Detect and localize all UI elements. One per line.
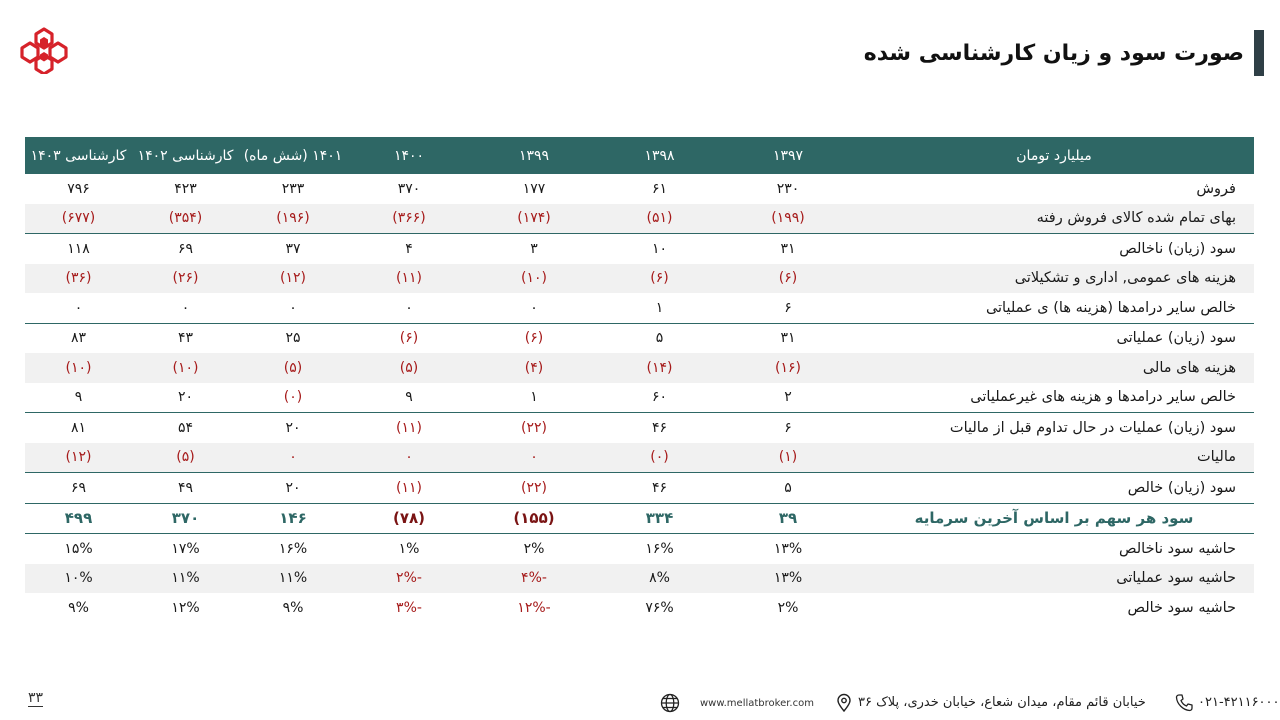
column-header: ۱۳۹۸ [597, 137, 722, 174]
table-row [25, 413, 1254, 443]
table-cell: (۲۶) [132, 264, 239, 294]
table-cell: ۱ [530, 389, 538, 406]
table-row [25, 353, 1254, 383]
table-cell: ۲ [784, 389, 792, 406]
table-cell: (۶) [347, 323, 471, 353]
table-cell: ۳۷ [239, 234, 347, 264]
row-label: سود (زیان) عملیاتی [854, 323, 1254, 353]
column-header: ۱۴۰۰ [347, 137, 471, 174]
table-cell: (۶۷۷) [25, 204, 132, 234]
table-cell: ۳۱ [722, 234, 854, 264]
row-label: سود (زیان) عملیات در حال تداوم قبل از مالیات [854, 413, 1254, 443]
table-cell: ۳ [471, 234, 597, 264]
table-cell: ۰ [239, 443, 347, 473]
table-cell: ۲۳۳ [281, 180, 305, 197]
table-cell: ۶۹ [132, 234, 239, 264]
table-cell: -۲% [347, 564, 471, 594]
table-cell: ۰ [530, 299, 538, 316]
table-cell: (۲۲) [471, 413, 597, 443]
column-header: کارشناسی ۱۴۰۳ [25, 137, 132, 174]
table-cell: ۳۷۰ [132, 503, 239, 534]
table-row [25, 383, 1254, 413]
row-label: فروش [1196, 180, 1236, 197]
table-cell: ۰ [181, 299, 190, 316]
website-link[interactable]: www.mellatbroker.com [700, 698, 814, 709]
table-cell: ۹ [74, 389, 83, 406]
table-cell: ۶۱ [651, 180, 668, 197]
table-cell: ۳۱ [722, 323, 854, 353]
table-cell: ۴۶ [597, 413, 722, 443]
table-row [25, 564, 1254, 594]
column-header: ۱۳۹۷ [722, 137, 854, 174]
table-cell: ۱% [347, 534, 471, 564]
address-text: خیابان قائم مقام، میدان شعاع، خیابان خدری، پلاک ۳۶ [858, 695, 1146, 710]
table-cell: ۱۷% [132, 534, 239, 564]
table-cell: ۰ [471, 443, 597, 473]
table-cell: -۴% [471, 564, 597, 594]
row-label: خالص سایر درامدها و هزینه های غیرعملیاتی [970, 389, 1236, 406]
table-row [25, 323, 1254, 353]
table-cell: (۳۶) [25, 264, 132, 294]
table-cell: (۵) [347, 353, 471, 383]
table-cell: ۳۳۴ [597, 503, 722, 534]
table-cell: -۳% [396, 599, 422, 616]
table-cell: ۷۶% [645, 599, 674, 616]
row-label: سود هر سهم بر اساس آخرین سرمایه [854, 503, 1254, 534]
table-cell: ۱۳% [722, 564, 854, 594]
table-cell: ۱۷۷ [522, 180, 546, 197]
table-cell: (۱۴) [597, 353, 722, 383]
table-cell: ۶۹ [25, 473, 132, 504]
row-label: خالص سایر درامدها (هزینه ها) ی عملیاتی [985, 299, 1236, 316]
table-cell: (۱۰) [25, 353, 132, 383]
table-cell: (۵) [132, 443, 239, 473]
row-label: سود (زیان) خالص [854, 473, 1254, 504]
table-cell: (۱۱) [347, 473, 471, 504]
table-cell: ۱ [655, 299, 664, 316]
table-row [25, 443, 1254, 473]
table-cell: (۱۰) [132, 353, 239, 383]
table-cell: ۴۹ [132, 473, 239, 504]
row-label: سود (زیان) ناخالص [854, 234, 1254, 264]
table-row [25, 174, 1254, 204]
table-cell: ۳۷۰ [397, 180, 421, 197]
table-cell: ۱۶% [239, 534, 347, 564]
table-cell: ۶ [722, 413, 854, 443]
table-cell: ۲۳۰ [776, 180, 800, 197]
row-label: بهای تمام شده کالای فروش رفته [854, 204, 1254, 234]
table-cell: ۳۹ [722, 503, 854, 534]
table-cell: ۵۴ [132, 413, 239, 443]
table-cell: -۱۲% [517, 599, 551, 616]
table-row [25, 264, 1254, 294]
income-statement-table [25, 137, 1254, 623]
column-header: ۱۳۹۹ [471, 137, 597, 174]
table-cell: (۱۲) [239, 264, 347, 294]
row-label: حاشیه سود ناخالص [854, 534, 1254, 564]
table-cell: ۱۲% [171, 599, 200, 616]
table-cell: ۱۱۸ [25, 234, 132, 264]
table-cell: (۱۵۵) [471, 503, 597, 534]
page-header [864, 30, 1264, 76]
table-cell: ۴ [347, 234, 471, 264]
table-cell: ۲% [777, 599, 799, 616]
table-cell: (۰) [597, 443, 722, 473]
table-cell: ۱۰ [597, 234, 722, 264]
table-cell: (۱۱) [347, 264, 471, 294]
table-cell: ۱۳% [722, 534, 854, 564]
table-row [25, 204, 1254, 234]
column-header: کارشناسی ۱۴۰۲ [132, 137, 239, 174]
table-cell: ۱۱% [239, 564, 347, 594]
table-cell: ۸% [597, 564, 722, 594]
table-cell: ۰ [74, 299, 83, 316]
table-row [25, 234, 1254, 264]
phone-number: ۰۲۱-۴۲۱۱۶۰۰۰ [1198, 695, 1280, 710]
table-row [25, 593, 1254, 623]
table-cell: ۵ [722, 473, 854, 504]
column-header: میلیارد تومان [854, 137, 1254, 174]
table-cell: ۱۵% [25, 534, 132, 564]
table-cell: ۹% [68, 599, 89, 616]
table-cell: ۶ [784, 299, 792, 316]
table-cell: (۶) [597, 264, 722, 294]
row-label: مالیات [854, 443, 1254, 473]
table-cell: (۳۵۴) [132, 204, 239, 234]
table-cell: (۱۹۶) [239, 204, 347, 234]
table-cell: (۱۱) [347, 413, 471, 443]
table-cell: ۴۶ [597, 473, 722, 504]
table-cell: (۱۹۹) [722, 204, 854, 234]
table-row [25, 534, 1254, 564]
table-cell: ۵ [597, 323, 722, 353]
page-title: صورت سود و زیان کارشناسی شده [863, 40, 1244, 66]
table-cell: ۷۹۶ [67, 180, 90, 197]
table-header-row [25, 137, 1254, 174]
table-cell: (۵) [239, 353, 347, 383]
footer [0, 688, 1280, 720]
table-cell: ۰ [347, 443, 471, 473]
row-label: هزینه های مالی [854, 353, 1254, 383]
page-number: ۳۳ [28, 690, 44, 706]
table-cell: ۰ [289, 299, 297, 316]
table-cell: ۲۰ [177, 389, 194, 406]
table-cell: ۱۴۶ [239, 503, 347, 534]
table-cell: (۳۶۶) [347, 204, 471, 234]
row-label: هزینه های عمومی, اداری و تشکیلاتی [854, 264, 1254, 294]
table-row [25, 293, 1254, 323]
row-label: حاشیه سود عملیاتی [854, 564, 1254, 594]
table-cell: ۲۰ [239, 413, 347, 443]
table-cell: (۵۱) [597, 204, 722, 234]
location-pin-icon [834, 693, 854, 713]
table-cell: ۸۳ [25, 323, 132, 353]
table-row-eps [25, 503, 1254, 534]
table-cell: (۱) [722, 443, 854, 473]
globe-icon [660, 693, 680, 713]
table-cell: ۸۱ [25, 413, 132, 443]
table-cell: ۴۹۹ [25, 503, 132, 534]
table-cell: ۱۰% [25, 564, 132, 594]
table-cell: ۰ [405, 299, 413, 316]
table-cell: (۷۸) [347, 503, 471, 534]
table-cell: ۱۶% [597, 534, 722, 564]
table-row [25, 473, 1254, 504]
broker-logo[interactable] [20, 26, 68, 74]
table-cell: (۲۲) [471, 473, 597, 504]
column-header: ۱۴۰۱ (شش ماه) [239, 137, 347, 174]
table-cell: (۶) [722, 264, 854, 294]
table-cell: ۴۲۳ [174, 180, 197, 197]
table-cell: ۴۳ [132, 323, 239, 353]
table-cell: (۰) [283, 389, 303, 406]
table-cell: ۲۰ [239, 473, 347, 504]
table-cell: (۴) [471, 353, 597, 383]
table-cell: (۱۶) [722, 353, 854, 383]
table-cell: (۱۲) [25, 443, 132, 473]
table-cell: (۱۰) [471, 264, 597, 294]
row-label: حاشیه سود خالص [1127, 599, 1236, 616]
phone-icon [1174, 693, 1194, 713]
table-cell: ۹ [405, 389, 413, 406]
table-cell: (۶) [471, 323, 597, 353]
table-cell: ۶۰ [651, 389, 668, 406]
table-cell: ۲% [471, 534, 597, 564]
table-cell: (۱۷۴) [471, 204, 597, 234]
title-accent-bar [1254, 30, 1264, 76]
table-cell: ۲۵ [239, 323, 347, 353]
table-cell: ۱۱% [132, 564, 239, 594]
table-cell: ۹% [282, 599, 304, 616]
